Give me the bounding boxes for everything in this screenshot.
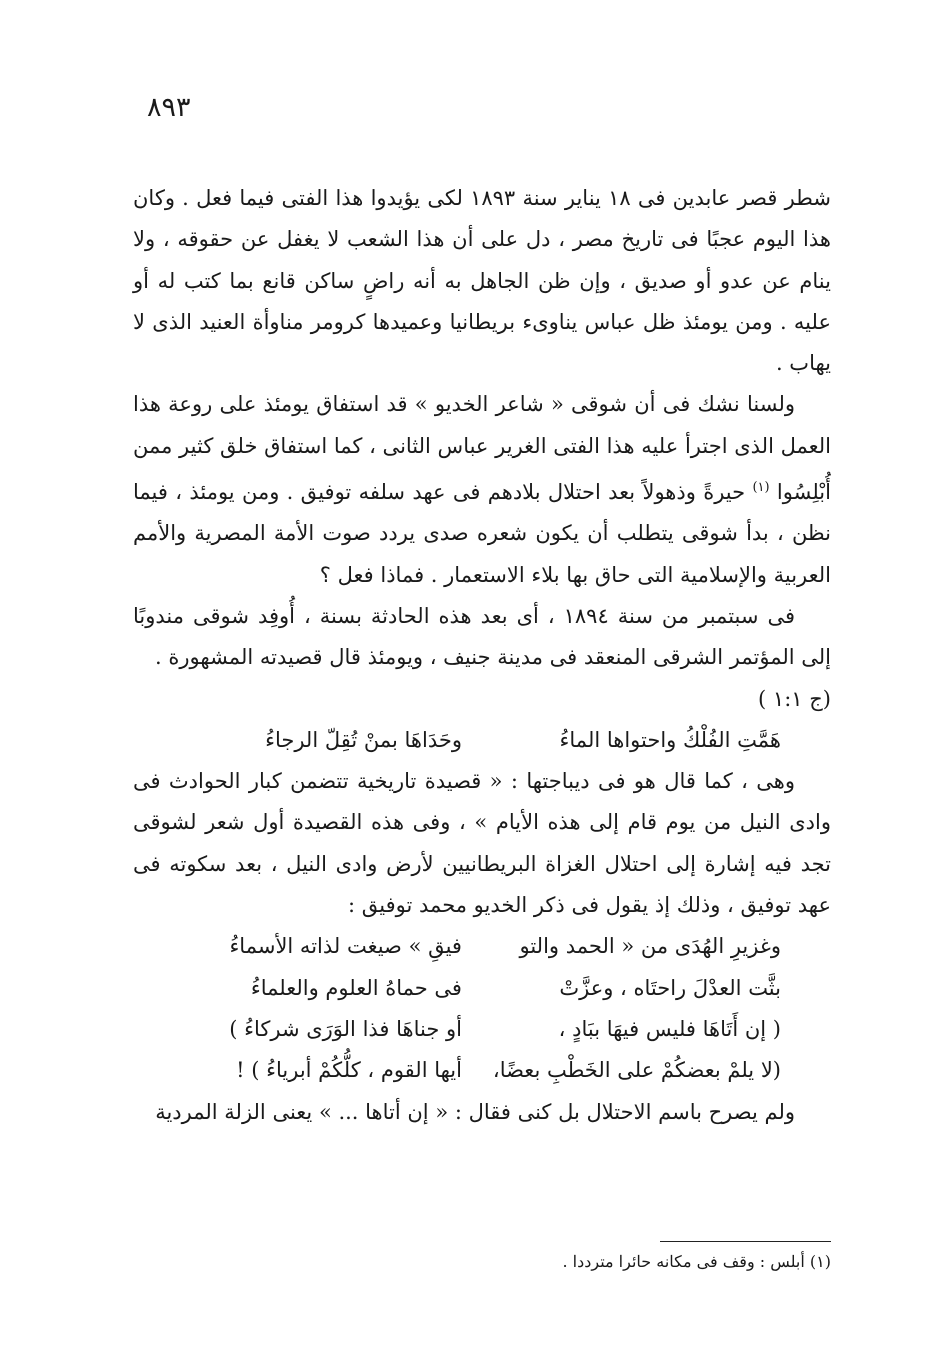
verse-second-hemistich: فيقِ » صيغت لذاته الأسماءُ bbox=[229, 934, 462, 959]
paragraph-4: وهى ، كما قال هو فى ديباجتها : « قصيدة تاريخية تتضمن كبار الحوادث فى وادى النيل من يوم قام إلى هذه الأيام » ، وفى هذه القصيدة أول شعر لشوقى تجد فيه إشارة إلى احتلال الغزاة البريطانيين لأرض وادى النيل ، بعد سكوته فى عهد توفيق ، وذلك إذ يقول فى ذكر الخديو محمد توفيق : bbox=[133, 769, 831, 918]
reference: (ج ١:١ ) bbox=[758, 686, 831, 711]
verse-first-hemistich: (لا يلمْ بعضكُمْ على الخَطْبِ بعضًا، bbox=[492, 1058, 781, 1083]
verse-first-hemistich: بثَّت العدْلَ راحتَاه ، وعزَّتْ bbox=[559, 975, 781, 1000]
verse-second-hemistich: فى حماهُ العلوم والعلماءُ bbox=[250, 975, 462, 1000]
footnote-divider bbox=[660, 1241, 831, 1242]
footnote: (١) أبلس : وقف فى مكانه حائرا مترددا . bbox=[562, 1252, 831, 1271]
main-text bbox=[133, 178, 831, 1133]
verse-line bbox=[133, 1050, 831, 1091]
paragraph-2 bbox=[133, 384, 831, 595]
verse-first-hemistich: هَمَّتِ الفُلْكُ واحتواها الماءُ bbox=[559, 727, 781, 752]
verse-line bbox=[133, 1009, 831, 1050]
paragraph-2-text-a: ولسنا نشك فى أن شوقى « شاعر الخديو » قد استفاق يومئذ على روعة هذا العمل الذى اجترأ عليه هذا الفتى الغرير عباس الثانى ، كما استفاق خلق كثير ممن أُبْلِسُوا bbox=[133, 392, 831, 505]
verse-second-hemistich: أيها القوم ، كلُّكُمْ أبرياءُ ) ! bbox=[236, 1058, 462, 1083]
footnote-marker: (١) bbox=[752, 480, 770, 496]
paragraph-1: شطر قصر عابدين فى ١٨ يناير سنة ١٨٩٣ لكى يؤيدوا هذا الفتى فيما فعل . وكان هذا اليوم عجبًا فى تاريخ مصر ، دل على أن هذا الشعب لا يغفل عن حقوقه ، ولا ينام عن عدو أو صديق ، وإن ظن الجاهل به أنه راضٍ ساكن قانع بما كتب له أو عليه . ومن يومئذ ظل عباس يناوىء بريطانيا وعميدها كرومر مناوأة العنيد الذى لا يهاب . bbox=[133, 186, 831, 376]
verse-line bbox=[133, 968, 831, 1009]
page-number: ٨٩٣ bbox=[147, 92, 191, 123]
verse-first-hemistich: وغزيرِ الهُدَى من « الحمد والتو bbox=[519, 934, 781, 959]
paragraph-5: ولم يصرح باسم الاحتلال بل كنى فقال : « إن أتاها ... » يعنى الزلة المردية bbox=[155, 1099, 795, 1124]
paragraph-3: فى سبتمبر من سنة ١٨٩٤ ، أى بعد هذه الحادثة بسنة ، أُوفِد شوقى مندوبًا إلى المؤتمر الشرقى المنعقد فى مدينة جنيف ، ويومئذ قال قصيدته المشهورة . bbox=[133, 603, 831, 670]
paragraph-2-text-b: حيرةً وذهولاً بعد احتلال بلادهم فى عهد سلفه توفيق . ومن يومئذ ، فيما نظن ، بدأ شوقى يتطلب أن يكون شعره صدى يردد صوت الأمة المصرية والأمم العربية والإسلامية التى حاق بها بلاء الاستعمار . فماذا فعل ؟ bbox=[133, 480, 831, 587]
verse-line bbox=[133, 720, 831, 761]
verse-first-hemistich: ( إن أَتَاهَا فليس فيهَا ببَادٍ ، bbox=[558, 1016, 781, 1041]
verse-line bbox=[133, 926, 831, 967]
verse-second-hemistich: أو جناهَا فذا الوَرَى شركاءُ ) bbox=[229, 1016, 462, 1041]
verse-second-hemistich: وحَدَاهَا بمنْ تُقِلّ الرجاءُ bbox=[265, 727, 462, 752]
